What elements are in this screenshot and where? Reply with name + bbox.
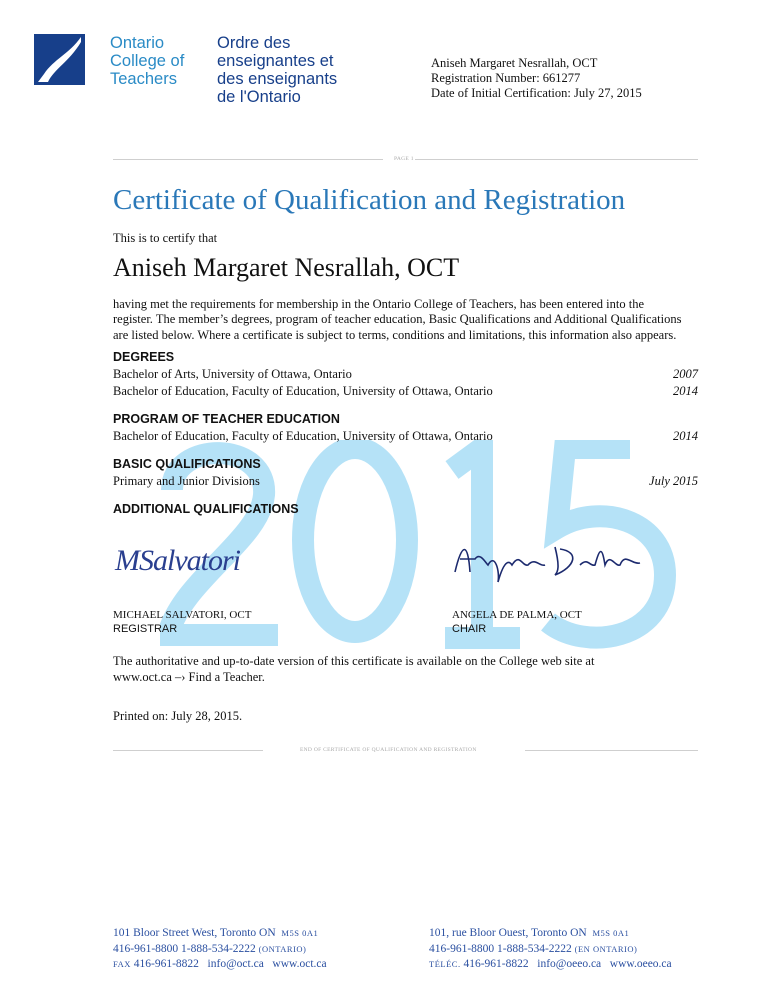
certificate-title: Certificate of Qualification and Registration <box>113 184 626 216</box>
divider <box>415 159 698 160</box>
degrees-heading: DEGREES <box>113 350 175 364</box>
end-label: END OF CERTIFICATE OF QUALIFICATION AND REGISTRATION <box>300 747 477 753</box>
signature-row <box>113 537 698 587</box>
chair-block <box>452 608 582 636</box>
chair-name: ANGELA DE PALMA, OCT <box>452 609 582 621</box>
chair-signature <box>450 537 650 587</box>
certification-date: Date of Initial Certification: July 27, 2015 <box>431 86 642 100</box>
footer-french: 101, rue Bloor Ouest, Toronto ON M5S 0A1 416-961-8800 1-888-534-2222 (EN ONTARIO) TÉLÉC. 416-961-8822 info@oeeo.ca www.oeeo.ca <box>429 927 672 970</box>
header-info <box>431 56 642 101</box>
divider <box>113 159 383 160</box>
registrar-block <box>113 608 251 636</box>
signatory-names <box>113 608 698 636</box>
college-logo-icon <box>34 34 85 85</box>
printed-date: Printed on: July 28, 2015. <box>113 709 243 723</box>
intro-paragraph: having met the requirements for membership in the Ontario College of Teachers, has been entered into the register. The member’s degrees, program of teacher education, Basic Qualifications and Additional Qualifications are listed below. Where a certificate is subject to terms, conditions and limitations, this information also appears. <box>113 296 682 342</box>
basic-row: Primary and Junior Divisions July 2015 <box>113 474 698 488</box>
email-link[interactable]: info@oeeo.ca <box>537 958 602 970</box>
basic-heading: BASIC QUALIFICATIONS <box>113 457 261 471</box>
certificate-body <box>113 183 698 725</box>
website-link[interactable]: www.oct.ca <box>272 958 327 970</box>
website-link[interactable]: www.oeeo.ca <box>609 958 672 970</box>
program-row: Bachelor of Education, Faculty of Education, University of Ottawa, Ontario 2014 <box>113 429 698 443</box>
divider <box>113 750 263 751</box>
footer-english: 101 Bloor Street West, Toronto ON M5S 0A1 416-961-8800 1-888-534-2222 (ONTARIO) FAX 416-961-8822 info@oct.ca www.oct.ca <box>113 927 327 970</box>
additional-heading: ADDITIONAL QUALIFICATIONS <box>113 502 299 516</box>
degree-row: Bachelor of Arts, University of Ottawa, Ontario 2007 <box>113 367 698 381</box>
email-link[interactable]: info@oct.ca <box>207 958 264 970</box>
logo-text-english: Ontario College of Teachers <box>110 34 185 88</box>
program-heading: PROGRAM OF TEACHER EDUCATION <box>113 412 340 426</box>
header-name: Aniseh Margaret Nesrallah, OCT <box>431 56 598 70</box>
registrar-name: MICHAEL SALVATORI, OCT <box>113 609 252 621</box>
certify-text: This is to certify that <box>113 231 218 245</box>
chair-role: CHAIR <box>452 623 487 635</box>
member-name: Aniseh Margaret Nesrallah, OCT <box>113 252 460 282</box>
logo-text-french: Ordre des enseignantes et des enseignants de l'Ontario <box>217 34 338 106</box>
page-label: PAGE 1 <box>394 156 414 162</box>
registrar-signature: MSalvatori <box>115 544 240 577</box>
divider <box>525 750 698 751</box>
degree-row: Bachelor of Education, Faculty of Education, University of Ottawa, Ontario 2014 <box>113 384 698 398</box>
authority-note: The authoritative and up-to-date version of this certificate is available on the College web site at www.oct.ca –› Find a Teacher. <box>113 654 595 684</box>
registrar-role: REGISTRAR <box>113 623 178 635</box>
registration-number: Registration Number: 661277 <box>431 71 581 85</box>
